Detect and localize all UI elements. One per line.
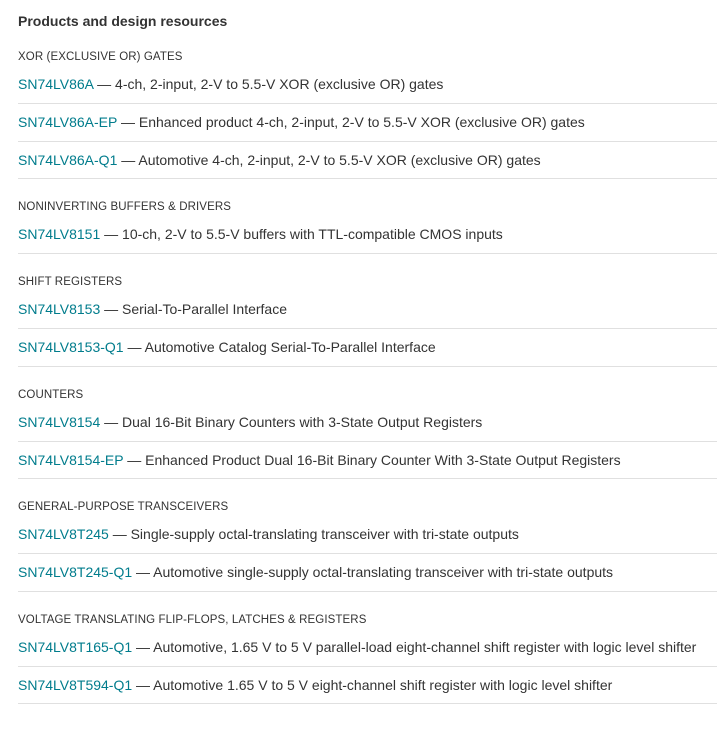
product-section: [18, 49, 717, 179]
part-number-link[interactable]: SN74LV8T245-Q1: [18, 564, 133, 580]
product-description: 4-ch, 2-input, 2-V to 5.5-V XOR (exclusive OR) gates: [115, 76, 444, 92]
part-number-link[interactable]: SN74LV86A: [18, 76, 94, 92]
section-heading: NONINVERTING BUFFERS & DRIVERS: [18, 201, 232, 213]
section-heading: VOLTAGE TRANSLATING FLIP-FLOPS, LATCHES & REGISTERS: [18, 613, 367, 626]
product-description: Enhanced product 4-ch, 2-input, 2-V to 5.5-V XOR (exclusive OR) gates: [138, 114, 585, 130]
product-list-item: [18, 442, 717, 480]
product-sections: [18, 49, 717, 704]
product-list: [18, 71, 717, 179]
product-description: Automotive single-supply octal-translating transceiver with tri-state outputs: [153, 564, 614, 580]
section-heading: GENERAL-PURPOSE TRANSCEIVERS: [18, 501, 229, 513]
em-dash-separator: —: [132, 676, 154, 693]
em-dash-separator: —: [123, 339, 145, 355]
product-list-item: [18, 104, 717, 142]
product-section: [18, 612, 717, 705]
product-description: Automotive, 1.65 V to 5 V parallel-load eight-channel shift register with logic level shifter: [153, 638, 697, 655]
em-dash-separator: —: [123, 451, 146, 468]
product-section: [18, 499, 717, 592]
em-dash-separator: —: [100, 301, 123, 317]
product-list-item: [18, 634, 717, 667]
product-section: [18, 274, 717, 367]
page-title: Products and design resources: [18, 13, 228, 29]
product-description: Automotive 1.65 V to 5 V eight-channel shift register with logic level shifter: [153, 676, 613, 693]
part-number-link[interactable]: SN74LV8151: [18, 226, 101, 242]
section-heading: SHIFT REGISTERS: [18, 276, 123, 288]
product-list-item: [18, 554, 717, 592]
em-dash-separator: —: [100, 226, 123, 242]
em-dash-separator: —: [100, 413, 123, 430]
product-description: Enhanced Product Dual 16-Bit Binary Counter With 3-State Output Registers: [145, 451, 621, 468]
product-description: Automotive Catalog Serial-To-Parallel Interface: [144, 339, 436, 355]
product-list-item: [18, 142, 717, 180]
product-list-item: [18, 667, 717, 705]
product-section: [18, 387, 717, 480]
part-number-link[interactable]: SN74LV8153-Q1: [18, 339, 124, 355]
section-heading: COUNTERS: [18, 388, 84, 401]
product-description: Serial-To-Parallel Interface: [122, 301, 287, 317]
product-list-item: [18, 71, 717, 104]
em-dash-separator: —: [132, 564, 154, 580]
part-number-link[interactable]: SN74LV86A-Q1: [18, 151, 118, 168]
em-dash-separator: —: [93, 76, 116, 92]
product-list-item: [18, 221, 717, 254]
product-list-item: [18, 409, 717, 442]
product-list: [18, 521, 717, 592]
em-dash-separator: —: [108, 526, 131, 542]
product-list: [18, 634, 717, 705]
part-number-link[interactable]: SN74LV8T245: [18, 526, 109, 542]
em-dash-separator: —: [132, 638, 154, 655]
product-list-item: [18, 521, 717, 554]
product-list: [18, 221, 717, 254]
section-heading: XOR (EXCLUSIVE OR) GATES: [18, 51, 183, 63]
em-dash-separator: —: [117, 151, 139, 168]
part-number-link[interactable]: SN74LV8T594-Q1: [18, 676, 133, 693]
product-list: [18, 296, 717, 367]
product-description: 10-ch, 2-V to 5.5-V buffers with TTL-compatible CMOS inputs: [122, 226, 503, 242]
product-description: Dual 16-Bit Binary Counters with 3-State Output Registers: [122, 413, 483, 430]
product-description: Single-supply octal-translating transceiver with tri-state outputs: [130, 526, 519, 542]
part-number-link[interactable]: SN74LV86A-EP: [18, 114, 118, 130]
part-number-link[interactable]: SN74LV8154: [18, 413, 101, 430]
em-dash-separator: —: [117, 114, 139, 130]
product-list-item: [18, 329, 717, 367]
product-description: Automotive 4-ch, 2-input, 2-V to 5.5-V XOR (exclusive OR) gates: [138, 151, 541, 168]
product-list-item: [18, 296, 717, 329]
part-number-link[interactable]: SN74LV8154-EP: [18, 451, 124, 468]
product-section: [18, 199, 717, 254]
part-number-link[interactable]: SN74LV8153: [18, 301, 101, 317]
part-number-link[interactable]: SN74LV8T165-Q1: [18, 638, 133, 655]
product-list: [18, 409, 717, 480]
